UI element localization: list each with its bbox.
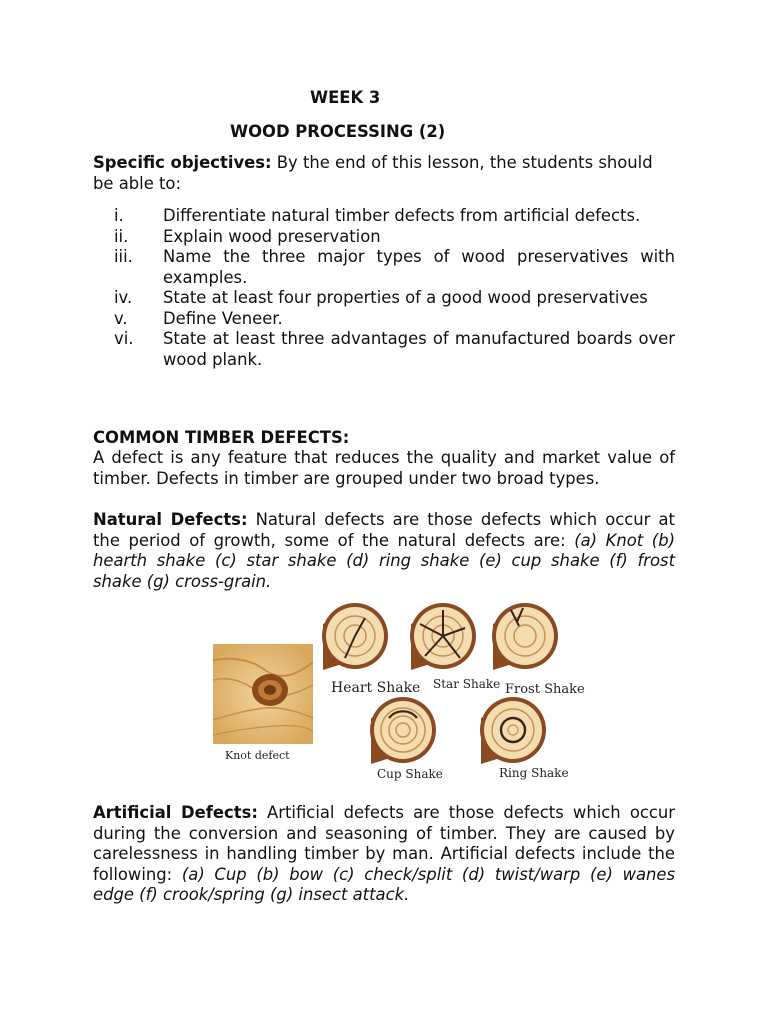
list-item — [114, 288, 675, 309]
list-item — [114, 309, 675, 330]
lesson-title: WOOD PROCESSING (2) — [230, 122, 446, 141]
natural-defects-paragraph — [93, 510, 675, 592]
ring-shake-caption: Ring Shake — [499, 766, 569, 780]
list-text: Explain wood preservation — [163, 226, 381, 246]
cup-shake-log — [370, 697, 436, 764]
artificial-defects-list: (a) Cup (b) bow (c) check/split (d) twist/warp (e) wanes edge (f) crook/spring (g) insect attack. — [93, 864, 675, 904]
objectives-label: Specific objectives: — [93, 153, 272, 172]
list-number: ii. — [114, 226, 129, 246]
artificial-defects-text: Artificial defects are those defects which occur during the conversion and seasoning of timber. They are caused by carelessness in handling timber by man. Artificial defects include the following: — [93, 803, 676, 884]
artificial-defects-label: Artificial Defects: — [93, 803, 258, 822]
objectives-intro-text: By the end of this lesson, the students should be able to: — [93, 153, 653, 193]
common-defects-text: A defect is any feature that reduces the quality and market value of timber. Defects in timber are grouped under two broad types. — [93, 448, 675, 488]
frost-shake-log — [492, 603, 558, 670]
list-text: Differentiate natural timber defects from artificial defects. — [163, 206, 641, 225]
natural-defects-text: Natural defects are those defects which occur at the period of growth, some of the natural defects are: — [93, 510, 675, 550]
frost-shake-caption: Frost Shake — [505, 682, 585, 697]
list-number: vi. — [114, 329, 134, 348]
list-text: State at least four properties of a good wood preservatives — [163, 288, 648, 307]
ring-shake-log — [480, 697, 546, 764]
knot-defect-caption: Knot defect — [225, 749, 290, 762]
list-number: iii. — [114, 247, 133, 266]
list-item — [114, 227, 675, 248]
list-text: State at least three advantages of manufactured boards over wood plank. — [163, 329, 675, 369]
star-shake-log — [410, 603, 476, 670]
list-text: Name the three major types of wood preservatives with examples. — [163, 247, 675, 287]
star-shake-caption: Star Shake — [433, 677, 501, 691]
common-defects-heading: COMMON TIMBER DEFECTS: — [93, 428, 350, 447]
timber-defects-figure — [205, 600, 585, 790]
list-number: i. — [114, 206, 124, 225]
list-item — [114, 329, 675, 370]
heart-shake-log — [322, 603, 388, 670]
natural-defects-list: (a) Knot (b) hearth shake (c) star shake (d) ring shake (e) cup shake (f) frost shake (g) cross-grain. — [93, 530, 675, 591]
cup-shake-caption: Cup Shake — [377, 767, 443, 781]
list-number: v. — [114, 308, 128, 328]
objectives-intro — [93, 153, 675, 194]
list-text: Define Veneer. — [163, 308, 283, 328]
heart-shake-caption: Heart Shake — [331, 680, 421, 696]
natural-defects-label: Natural Defects: — [93, 510, 248, 529]
knot-defect-image — [213, 644, 313, 744]
list-item — [114, 206, 675, 227]
list-number: iv. — [114, 288, 133, 307]
objectives-list — [114, 206, 675, 370]
artificial-defects-paragraph — [93, 803, 675, 906]
week-heading: WEEK 3 — [310, 88, 381, 107]
list-item — [114, 247, 675, 288]
